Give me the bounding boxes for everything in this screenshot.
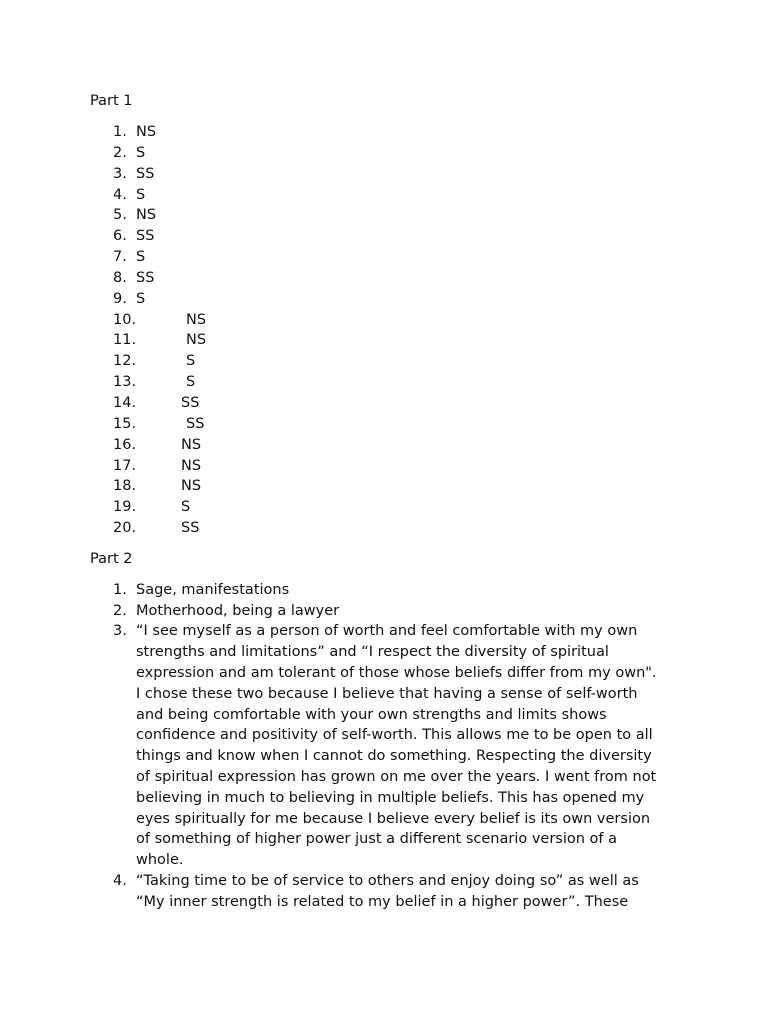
list-item-text-line: I chose these two because I believe that having a sense of self-worth [136,685,638,702]
list-item-value: NS [186,332,207,349]
list-item-value: SS [181,520,200,537]
list-item [90,456,690,477]
list-item-value: S [136,249,146,266]
list-item-number: 19. [113,499,137,516]
list-item-number: 2. [113,602,127,619]
list-item [90,205,690,226]
list-item-text-line: of something of higher power just a different scenario version of a [136,831,618,848]
list-item [90,621,690,871]
list-item-value: S [136,144,146,161]
list-item-number: 14. [113,394,137,411]
list-item-value: SS [181,394,200,411]
list-item-text-line: things and know when I cannot do something. Respecting the diversity [136,748,652,765]
part-2-heading: Part 2 [90,550,133,567]
list-item-value: S [136,186,146,203]
list-item-value: SS [186,415,205,432]
part-1-answer-list [90,122,690,539]
list-item-text-line: strengths and limitations” and “I respect the diversity of spiritual [136,644,609,661]
list-item-value: NS [181,436,202,453]
list-item-number: 8. [113,269,127,286]
list-item [90,226,690,247]
list-item [90,871,690,913]
list-item [90,435,690,456]
list-item-value: S [181,499,191,516]
list-item-number: 20. [113,520,137,537]
list-item [90,185,690,206]
list-item [90,289,690,310]
list-item-value: SS [136,165,155,182]
list-item-value: NS [181,457,202,474]
list-item-value: SS [136,269,155,286]
list-item [90,372,690,393]
list-item-number: 10. [113,311,137,328]
list-item [90,122,690,143]
list-item [90,247,690,268]
list-item-number: 4. [113,186,127,203]
list-item-value: SS [136,228,155,245]
list-item-number: 7. [113,249,127,266]
list-item-text-line: Sage, manifestations [136,581,290,598]
list-item-value: NS [136,207,157,224]
list-item-number: 4. [113,873,127,890]
list-item [90,143,690,164]
list-item-text-line: of spiritual expression has grown on me over the years. I went from not [136,769,657,786]
list-item [90,351,690,372]
list-item [90,497,690,518]
list-item-number: 2. [113,144,127,161]
list-item-value: S [186,353,196,370]
list-item-number: 3. [113,165,127,182]
list-item-number: 1. [113,124,127,140]
part-2-answer-list [90,580,690,913]
list-item [90,601,690,622]
list-item-text-line: expression and am tolerant of those whose beliefs differ from my own". [136,665,657,682]
list-item [90,518,690,539]
list-item [90,164,690,185]
list-item-value: S [186,374,196,391]
list-item-number: 17. [113,457,137,474]
list-item [90,476,690,497]
part-1-heading: Part 1 [90,93,133,109]
list-item-number: 11. [113,332,137,349]
list-item-number: 3. [113,623,127,640]
list-item [90,330,690,351]
list-item-value: NS [181,478,202,495]
list-item-text-line: Motherhood, being a lawyer [136,602,340,619]
list-item-number: 18. [113,478,137,495]
list-item [90,580,690,601]
list-item-number: 15. [113,415,137,432]
list-item [90,414,690,435]
list-item-text-line: believing in much to believing in multiple beliefs. This has opened my [136,789,645,806]
list-item-text-line: confidence and positivity of self-worth. This allows me to be open to all [136,727,653,744]
list-item-value: NS [186,311,207,328]
list-item-text-line: “I see myself as a person of worth and feel comfortable with my own [136,623,638,640]
list-item-number: 16. [113,436,137,453]
list-item-text-line: whole. [136,852,184,869]
list-item-text-line: and being comfortable with your own strengths and limits shows [136,706,607,723]
list-item [90,310,690,331]
list-item-number: 5. [113,207,127,224]
list-item-text-line: “My inner strength is related to my belief in a higher power”. These [136,893,629,910]
list-item-number: 6. [113,228,127,245]
document-page [90,91,690,913]
list-item-text-line: “Taking time to be of service to others and enjoy doing so” as well as [136,873,639,890]
list-item-value: S [136,290,146,307]
list-item-number: 9. [113,290,127,307]
list-item-number: 13. [113,374,137,391]
list-item-text-line: eyes spiritually for me because I believe every belief is its own version [136,810,651,827]
list-item-number: 1. [113,581,127,598]
list-item [90,268,690,289]
list-item-number: 12. [113,353,137,370]
list-item-value: NS [136,124,157,140]
list-item [90,393,690,414]
